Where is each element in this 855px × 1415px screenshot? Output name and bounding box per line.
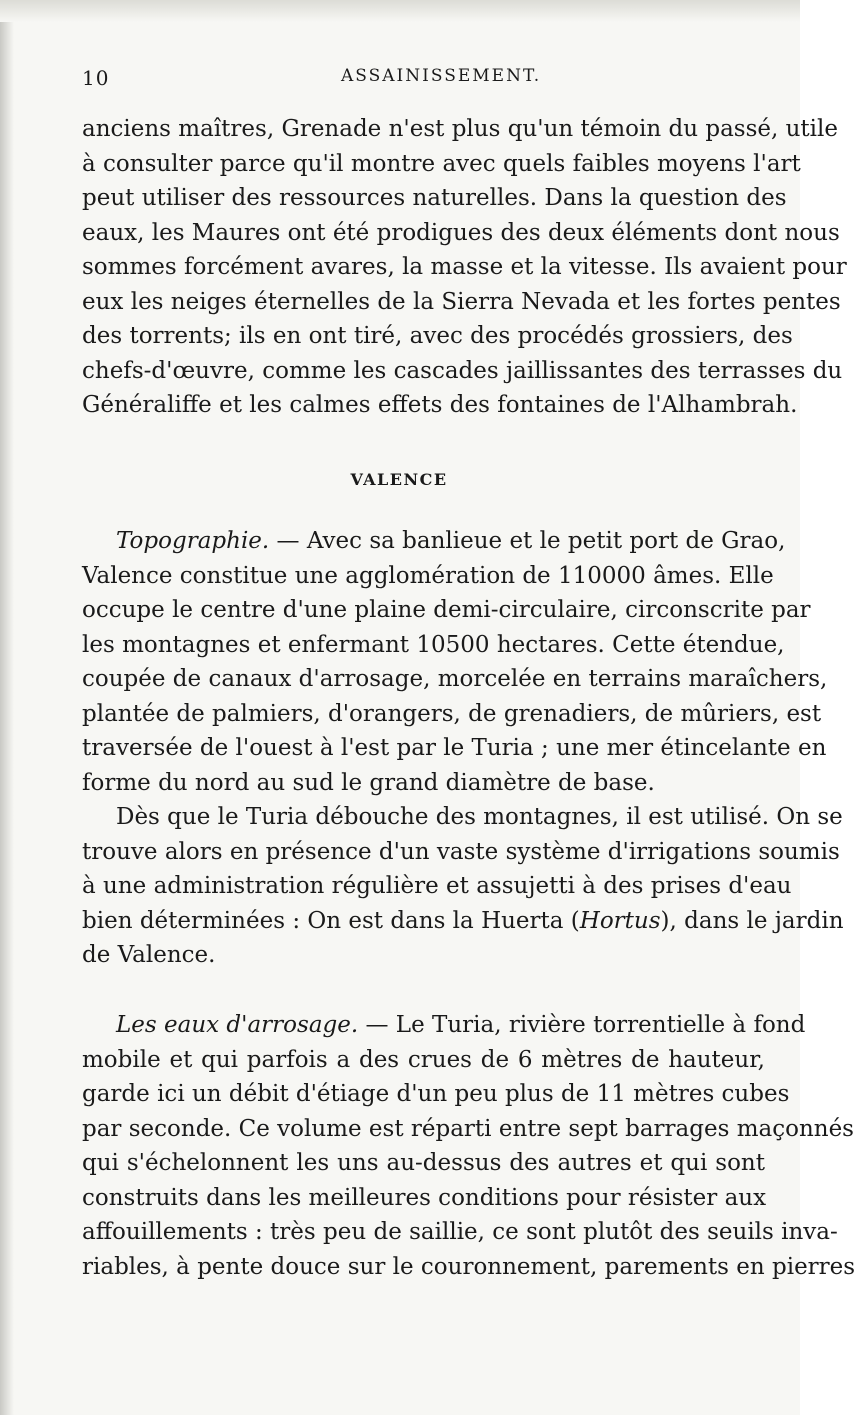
text-line: chefs-d'œuvre, comme les cascades jaillissantes des terrasses du <box>82 357 843 384</box>
text-line: mobile et qui parfois a des crues de 6 mètres de hauteur, <box>82 1046 765 1073</box>
text-line: anciens maîtres, Grenade n'est plus qu'un témoin du passé, utile <box>82 116 839 142</box>
text-line: qui s'échelonnent les uns au-dessus des autres et qui sont <box>82 1150 765 1176</box>
text-line: trouve alors en présence d'un vaste système d'irrigations soumis <box>82 838 840 865</box>
italic-lead: Topographie. <box>116 528 270 554</box>
text-line: par seconde. Ce volume est réparti entre sept barrages maçonnés <box>82 1115 854 1142</box>
running-head: ASSAINISSEMENT. <box>341 66 542 86</box>
text-line <box>82 1008 806 1043</box>
paragraph-eaux-arrosage <box>82 1008 855 1284</box>
page-header <box>0 66 800 96</box>
lead-rest: — Le Turia, rivière torrentielle à fond <box>358 1012 806 1038</box>
text-line: traversée de l'ouest à l'est par le Turia ; une mer étincelante en <box>82 735 827 761</box>
section-title <box>0 470 800 489</box>
text-line <box>82 904 844 939</box>
text-line: des torrents; ils en ont tiré, avec des procédés grossiers, des <box>82 323 793 349</box>
line-part: bien déterminées : On est dans la Huerta ( <box>82 907 580 934</box>
text-line: de Valence. <box>82 942 216 968</box>
lead-rest: — Avec sa banlieue et le petit port de Grao, <box>269 528 786 554</box>
text-line: forme du nord au sud le grand diamètre de base. <box>82 769 655 796</box>
text-line: Valence constitue une agglomération de 110000 âmes. Elle <box>82 562 774 589</box>
text-line: sommes forcément avares, la masse et la vitesse. Ils avaient pour <box>82 254 847 280</box>
text-line: peut utiliser des ressources naturelles. Dans la question des <box>82 185 787 211</box>
italic-word: Hortus <box>579 907 661 934</box>
text-line: Généraliffe et les calmes effets des fontaines de l'Alhambrah. <box>82 392 798 418</box>
text-line: construits dans les meilleures conditions pour résister aux <box>82 1184 767 1211</box>
text-line: plantée de palmiers, d'orangers, de grenadiers, de mûriers, est <box>82 700 822 727</box>
text-line: à une administration régulière et assujetti à des prises d'eau <box>82 873 792 899</box>
text-line: affouillements : très peu de saillie, ce sont plutôt des seuils inva- <box>82 1219 838 1245</box>
text-line: les montagnes et enfermant 10500 hectares. Cette étendue, <box>82 631 785 658</box>
text-line <box>82 524 786 559</box>
text-line: riables, à pente douce sur le couronnement, parements en pierres <box>82 1253 855 1280</box>
text-line: occupe le centre d'une plaine demi-circulaire, circonscrite par <box>82 597 811 623</box>
text-line: Dès que le Turia débouche des montagnes, il est utilisé. On se <box>116 804 843 830</box>
section-title-text: VALENCE <box>350 470 448 489</box>
text-line: à consulter parce qu'il montre avec quels faibles moyens l'art <box>82 150 801 177</box>
paragraph-grenade <box>82 112 847 423</box>
paragraph-topographie <box>82 524 828 800</box>
page-number: 10 <box>82 66 110 90</box>
text-line: garde ici un débit d'étiage d'un peu plus de 11 mètres cubes <box>82 1081 790 1107</box>
italic-lead: Les eaux d'arrosage. <box>116 1012 359 1038</box>
text-line: eux les neiges éternelles de la Sierra Nevada et les fortes pentes <box>82 288 841 315</box>
text-line: coupée de canaux d'arrosage, morcelée en terrains maraîchers, <box>82 666 828 692</box>
paragraph-huerta <box>82 800 844 973</box>
text-line: eaux, les Maures ont été prodigues des deux éléments dont nous <box>82 219 840 246</box>
line-part: ), dans le jardin <box>660 907 844 934</box>
